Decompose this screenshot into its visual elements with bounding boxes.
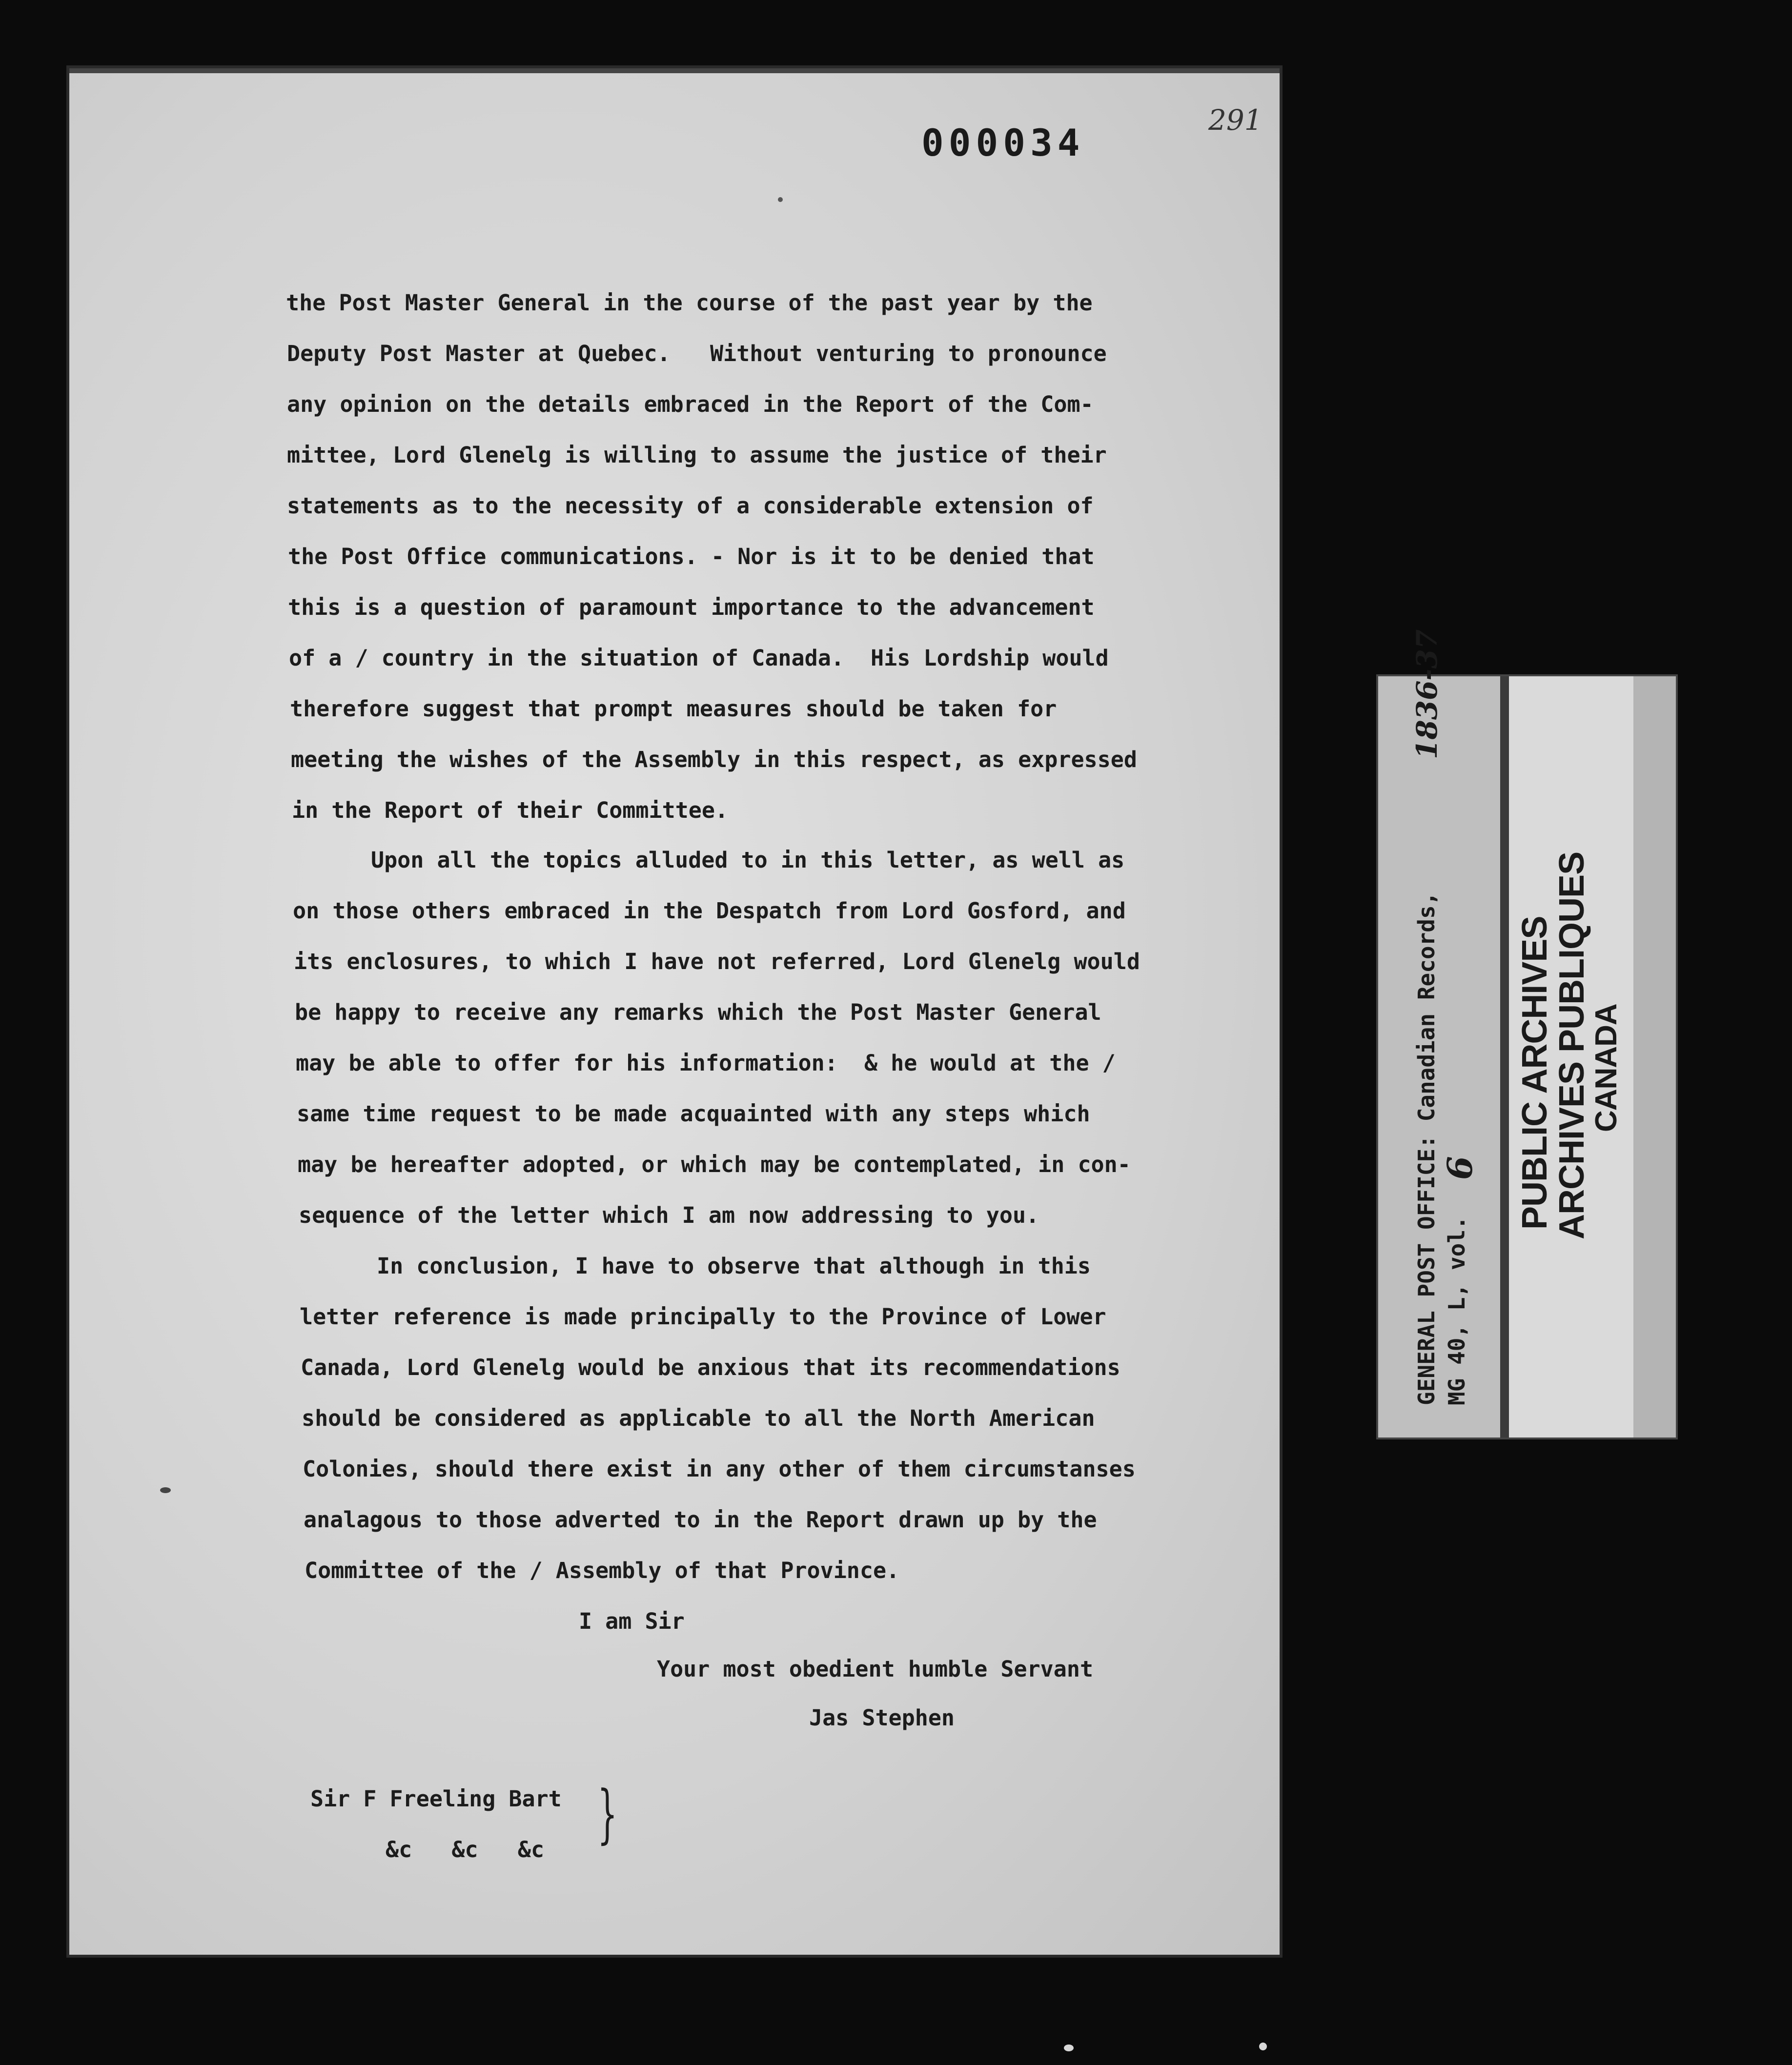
body-line: letter reference is made principally to the Province of Lower	[300, 1304, 1106, 1330]
signature-line: Jas Stephen	[809, 1705, 955, 1731]
body-line: any opinion on the details embraced in the Report of the Com-	[287, 391, 1094, 417]
body-line: sequence of the letter which I am now addressing to you.	[299, 1202, 1039, 1228]
body-line: the Post Office communications. - Nor is it to be denied that	[288, 544, 1095, 569]
label-divider	[1500, 676, 1509, 1437]
film-speck	[778, 197, 783, 202]
body-line: on those others embraced in the Despatch from Lord Gosford, and	[293, 898, 1126, 924]
body-line: Committee of the / Assembly of that Province.	[305, 1558, 900, 1583]
addressee-etc: &c &c &c	[386, 1837, 545, 1863]
body-line: Canada, Lord Glenelg would be anxious that its recommendations	[301, 1355, 1120, 1380]
closing-line: I am Sir	[579, 1608, 685, 1634]
body-line: may be able to offer for his information: & he would at the /	[296, 1050, 1116, 1076]
body-line: be happy to receive any remarks which the Post Master General	[295, 999, 1101, 1025]
label-record-series: GENERAL POST OFFICE: Canadian Records,	[1413, 891, 1440, 1405]
body-line: should be considered as applicable to all the North American	[302, 1405, 1095, 1431]
film-speck	[1259, 2043, 1267, 2050]
archive-stamp-line: ARCHIVES PUBLIQUES	[1552, 851, 1591, 1239]
label-edge	[1633, 676, 1676, 1437]
body-line: Colonies, should there exist in any other of them circumstanses	[303, 1456, 1136, 1482]
page-top-edge	[69, 68, 1280, 73]
body-line: may be hereafter adopted, or which may be contemplated, in con-	[298, 1152, 1131, 1177]
document-number: 000034	[921, 121, 1085, 164]
archive-stamp-line: PUBLIC ARCHIVES	[1515, 916, 1554, 1230]
body-line: this is a question of paramount importance to the advancement	[288, 594, 1095, 620]
label-record-years: 1836-37	[1410, 629, 1444, 759]
film-speck	[1064, 2045, 1074, 2051]
archive-stamp-line: CANADA	[1589, 1004, 1623, 1132]
body-line: analagous to those adverted to in the Report drawn up by the	[304, 1507, 1097, 1533]
label-volume: MG 40, L, vol.	[1444, 1216, 1470, 1405]
body-line: statements as to the necessity of a considerable extension of	[287, 493, 1094, 519]
addressee-brace: }	[597, 1777, 618, 1851]
body-line: the Post Master General in the course of the past year by the	[286, 290, 1093, 316]
body-line: Deputy Post Master at Quebec. Without venturing to pronounce	[287, 341, 1107, 366]
body-line: Upon all the topics alluded to in this letter, as well as	[371, 847, 1125, 873]
addressee-name: Sir F Freeling Bart	[310, 1786, 562, 1812]
body-line: same time request to be made acquainted with any steps which	[297, 1101, 1090, 1127]
valediction-line: Your most obedient humble Servant	[657, 1656, 1094, 1682]
body-line: in the Report of their Committee.	[292, 797, 729, 823]
body-line: of a / country in the situation of Canada. His Lordship would	[289, 645, 1109, 671]
body-line: mittee, Lord Glenelg is willing to assume the justice of their	[287, 442, 1107, 468]
body-line: meeting the wishes of the Assembly in this respect, as expressed	[291, 747, 1137, 772]
body-line: In conclusion, I have to observe that although in this	[377, 1253, 1091, 1279]
body-line: its enclosures, to which I have not referred, Lord Glenelg would	[294, 949, 1140, 974]
label-volume-number: 6	[1440, 1156, 1480, 1180]
body-line: therefore suggest that prompt measures should be taken for	[290, 696, 1057, 722]
folio-number: 291	[1208, 103, 1263, 137]
film-speck	[160, 1487, 171, 1493]
